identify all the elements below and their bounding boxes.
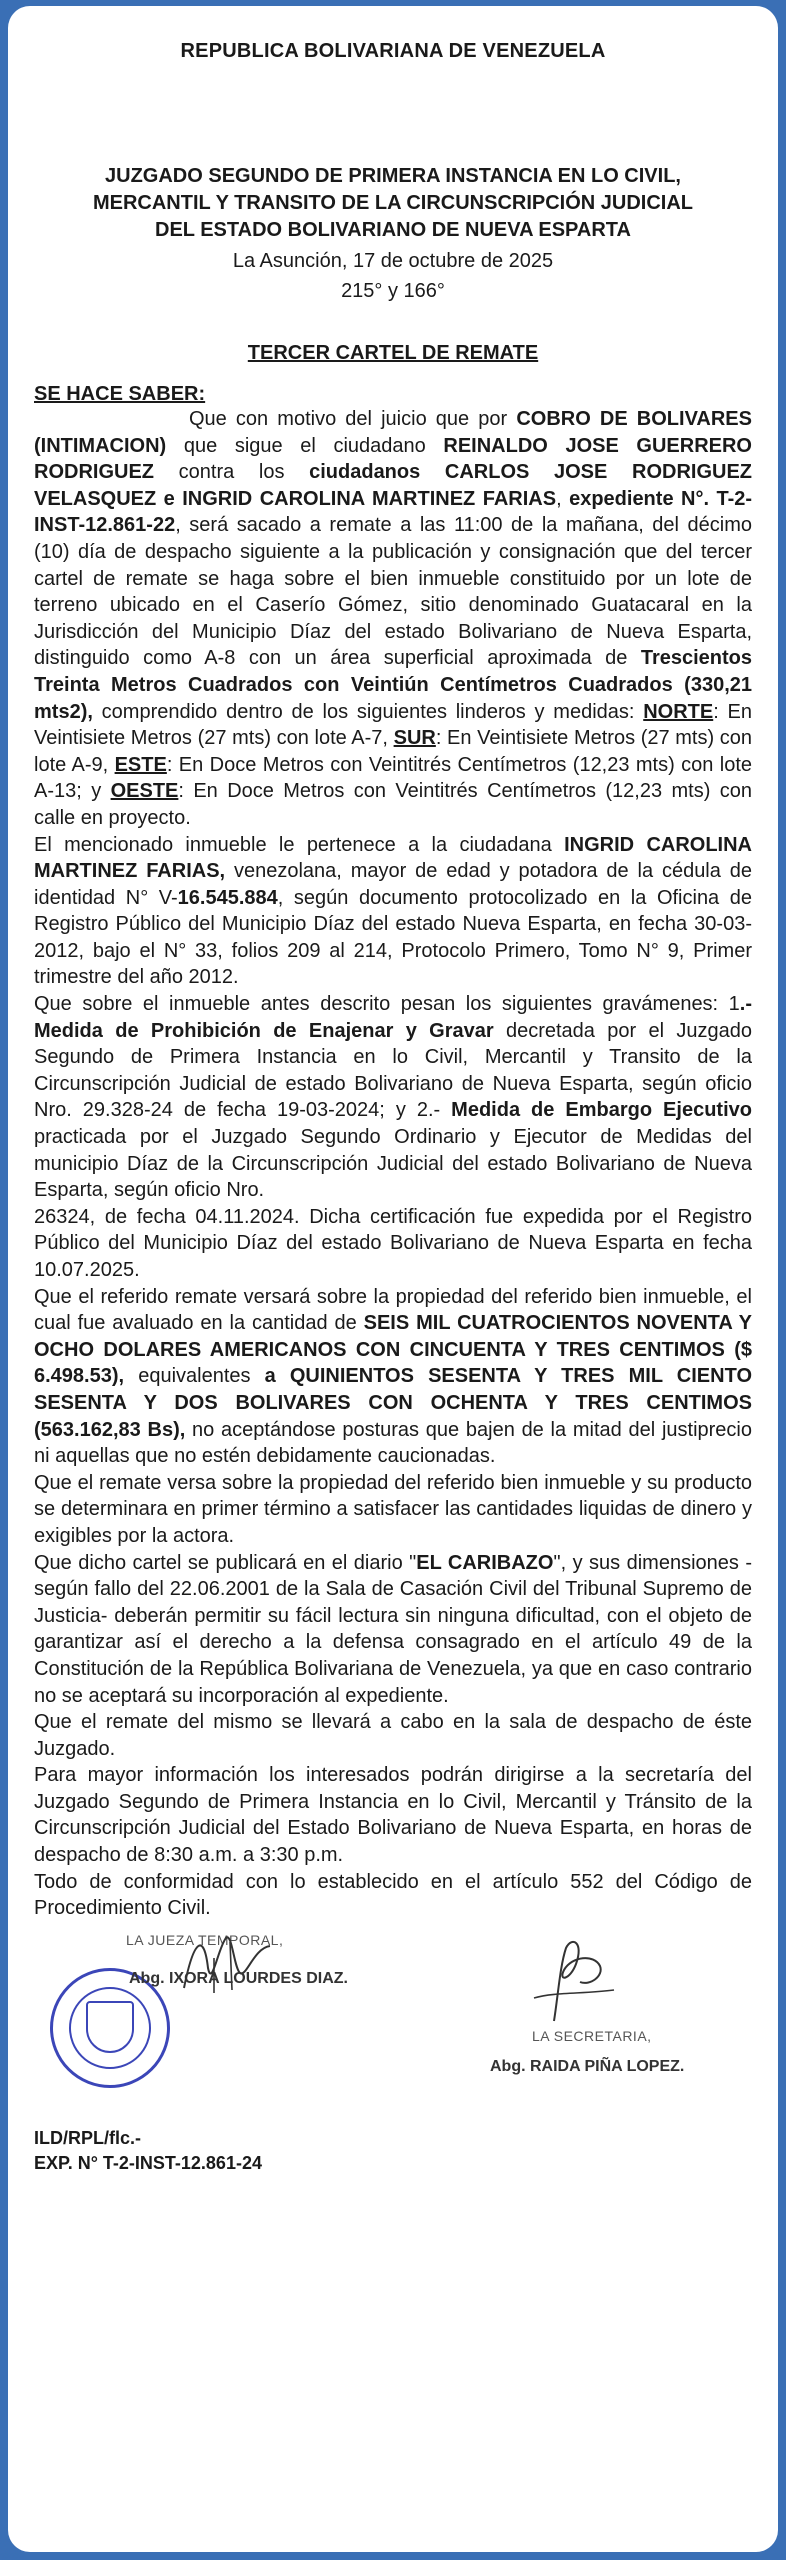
text: : En Doce Metros con Veintitrés Centímetros (12,23 mts) con lote A-13; y bbox=[34, 753, 752, 803]
secretary-signature-icon bbox=[514, 1936, 634, 2026]
years-line: 215° y 166° bbox=[341, 280, 445, 302]
sur-label: SUR bbox=[393, 727, 436, 750]
text: , según documento protocolizado en la Oficina de Registro Público del Municipio Díaz del estado Nueva Esparta, en fecha 30-03-2012, bajo el N° 33, folios 209 al 214, Protocolo Primero, Tomo N° 9, Primer trimestre del año 2012. bbox=[34, 886, 752, 989]
bold-text: REINALDO JOSE GUERRERO RODRIGUEZ bbox=[34, 434, 752, 484]
paragraph-3 bbox=[34, 991, 752, 1204]
cartel-document bbox=[8, 6, 778, 2552]
initials: ILD/RPL/flc.- bbox=[34, 2127, 141, 2148]
paragraph-8: Para mayor información los interesados podrán dirigirse a la secretaría del Juzgado Segundo de Primera Instancia en lo Civil, Mercantil y Tránsito de la Circunscripción Judicial del Estado Bolivariano de Nueva Esparta, en horas de despacho de 8:30 a.m. a 3:30 p.m. bbox=[34, 1764, 752, 1867]
paragraph-3b: 26324, de fecha 04.11.2024. Dicha certificación fue expedida por el Registro Público del Municipio Díaz del estado Bolivariano de Nueva Esparta en fecha 10.07.2025. bbox=[34, 1205, 752, 1281]
secretary-title: LA SECRETARIA, bbox=[532, 2027, 652, 2044]
bold-text: INGRID CAROLINA MARTINEZ FARIAS, bbox=[34, 833, 752, 883]
judge-name: Abg. IXORA LOURDES DIAZ. bbox=[129, 1969, 348, 1987]
footer bbox=[34, 2126, 752, 2176]
court-name bbox=[34, 163, 752, 244]
bold-text: .- Medida de Prohibición de Enajenar y Gravar bbox=[34, 993, 752, 1042]
este-label: ESTE bbox=[114, 753, 167, 776]
text: decretada por el Juzgado Segundo de Primera Instancia en lo Civil, Mercantil y Transito de la Circunscripción Judicial de estado Bolivariano de Nueva Esparta, según oficio Nro. 29.328-24 de fecha 19-03-2024; y 2.- bbox=[34, 1019, 752, 1122]
text: , bbox=[556, 487, 570, 510]
text: contra los bbox=[154, 461, 310, 484]
text: Que con motivo del juicio que por bbox=[189, 408, 517, 430]
text: venezolana, mayor de edad y potadora de la cédula de identidad N° V- bbox=[34, 860, 753, 909]
text: : En Veintisiete Metros (27 mts) con lote A-7, bbox=[34, 700, 753, 750]
court-line-3: DEL ESTADO BOLIVARIANO DE NUEVA ESPARTA bbox=[155, 219, 631, 241]
text: Que sobre el inmueble antes descrito pesan los siguientes gravámenes: 1 bbox=[34, 993, 740, 1016]
text: : En Veintisiete Metros (27 mts) con lote A-9, bbox=[34, 727, 753, 776]
date-line: La Asunción, 17 de octubre de 2025 bbox=[232, 250, 554, 272]
bold-text: Medida de Embargo Ejecutivo bbox=[451, 1099, 752, 1122]
text: : En Doce Metros con Veintitrés Centímetros (12,23 mts) con calle en proyecto. bbox=[34, 780, 752, 829]
text: practicada por el Juzgado Segundo Ordinario y Ejecutor de Medidas del municipio Díaz de la Circunscripción Judicial del estado Bolivariano de Nueva Esparta, según oficio Nro. bbox=[34, 1126, 752, 1202]
secretary-name: Abg. RAIDA PIÑA LOPEZ. bbox=[490, 2057, 685, 2075]
text: Que el referido remate versará sobre la propiedad del referido bien inmueble, el cual fue avaluado en la cantidad de bbox=[34, 1285, 752, 1335]
paragraph-5: Que el remate versa sobre la propiedad del referido bien inmueble y su producto se determinara en primer término a satisfacer las cantidades liquidas de dinero y exigibles por la actora. bbox=[34, 1471, 752, 1547]
text: Que dicho cartel se publicará en el diario " bbox=[34, 1551, 417, 1574]
paragraph-6 bbox=[34, 1550, 752, 1710]
hace-saber-heading: SE HACE SABER: bbox=[34, 383, 206, 405]
norte-label: NORTE bbox=[643, 700, 714, 723]
newspaper-name: EL CARIBAZO bbox=[416, 1551, 554, 1574]
text: equivalentes bbox=[124, 1365, 265, 1388]
signature-area bbox=[34, 1928, 752, 2118]
document-title: TERCER CARTEL DE REMATE bbox=[247, 342, 539, 364]
country-header: REPUBLICA BOLIVARIANA DE VENEZUELA bbox=[180, 40, 606, 62]
court-line-1: JUZGADO SEGUNDO DE PRIMERA INSTANCIA EN LO CIVIL, bbox=[105, 165, 681, 187]
paragraph-9: Todo de conformidad con lo establecido en el artículo 552 del Código de Procedimiento Civil. bbox=[34, 1870, 752, 1920]
bold-text: 16.545.884 bbox=[177, 886, 278, 909]
text: comprendido dentro de los siguientes linderos y medidas: bbox=[92, 700, 644, 723]
bold-text: ciudadanos CARLOS JOSE RODRIGUEZ VELASQUEZ e INGRID CAROLINA MARTINEZ FARIAS bbox=[34, 461, 752, 510]
body-text bbox=[34, 406, 752, 1922]
text: no aceptándose posturas que bajen de la mitad del justiprecio ni aquellas que no estén debidamente caucionadas. bbox=[34, 1418, 752, 1468]
bold-text: COBRO DE BOLIVARES (INTIMACION) bbox=[34, 408, 752, 457]
paragraph-4 bbox=[34, 1284, 752, 1470]
seal-shield bbox=[86, 2001, 134, 2053]
court-line-2: MERCANTIL Y TRANSITO DE LA CIRCUNSCRIPCIÓN JUDICIAL bbox=[92, 192, 694, 214]
expediente-number: EXP. N° T-2-INST-12.861-24 bbox=[34, 2152, 262, 2173]
paragraph-7: Que el remate del mismo se llevará a cabo en la sala de despacho de éste Juzgado. bbox=[34, 1711, 752, 1760]
bold-text: expediente N°. T-2-INST-12.861-22 bbox=[34, 487, 753, 537]
text: ", y sus dimensiones -según fallo del 22.06.2001 de la Sala de Casación Civil del Tribunal Supremo de Justicia- deberán permitir su fácil lectura sin ninguna dificultad, con el objeto de garantizar así el derecho a la defensa consagrado en el artículo 49 de la Constitución de la República Bolivariana de Venezuela, ya que en caso contrario no se aceptará su incorporación al expediente. bbox=[34, 1551, 753, 1707]
paragraph-2 bbox=[34, 832, 752, 992]
bold-text: a QUINIENTOS SESENTA Y TRES MIL CIENTO SESENTA Y DOS BOLIVARES CON OCHENTA Y TRES CENTIMOS (563.162,83 Bs), bbox=[34, 1365, 753, 1441]
text: que sigue el ciudadano bbox=[166, 434, 444, 457]
text: , será sacado a remate a las 11:00 de la mañana, del décimo (10) día de despacho siguiente a la publicación y consignación que del tercer cartel de remate se haga sobre el bien inmueble constituido por un lote de terreno ubicado en el Caserío Gómez, sitio denominado Guatacaral en la Jurisdicción del Municipio Díaz del estado Bolivariano de Nueva Esparta, distinguido como A-8 con un área superficial aproximada de bbox=[34, 514, 752, 670]
oeste-label: OESTE bbox=[110, 780, 179, 803]
bold-text: SEIS MIL CUATROCIENTOS NOVENTA Y OCHO DOLARES AMERICANOS CON CINCUENTA Y TRES CENTIMOS ($ 6.498.53), bbox=[34, 1312, 752, 1388]
paragraph-1 bbox=[34, 406, 752, 832]
judge-title: LA JUEZA TEMPORAL, bbox=[126, 1931, 284, 1948]
bold-text: Trescientos Treinta Metros Cuadrados con Veintiún Centímetros Cuadrados (330,21 mts2), bbox=[34, 647, 752, 723]
text: El mencionado inmueble le pertenece a la ciudadana bbox=[34, 833, 565, 856]
